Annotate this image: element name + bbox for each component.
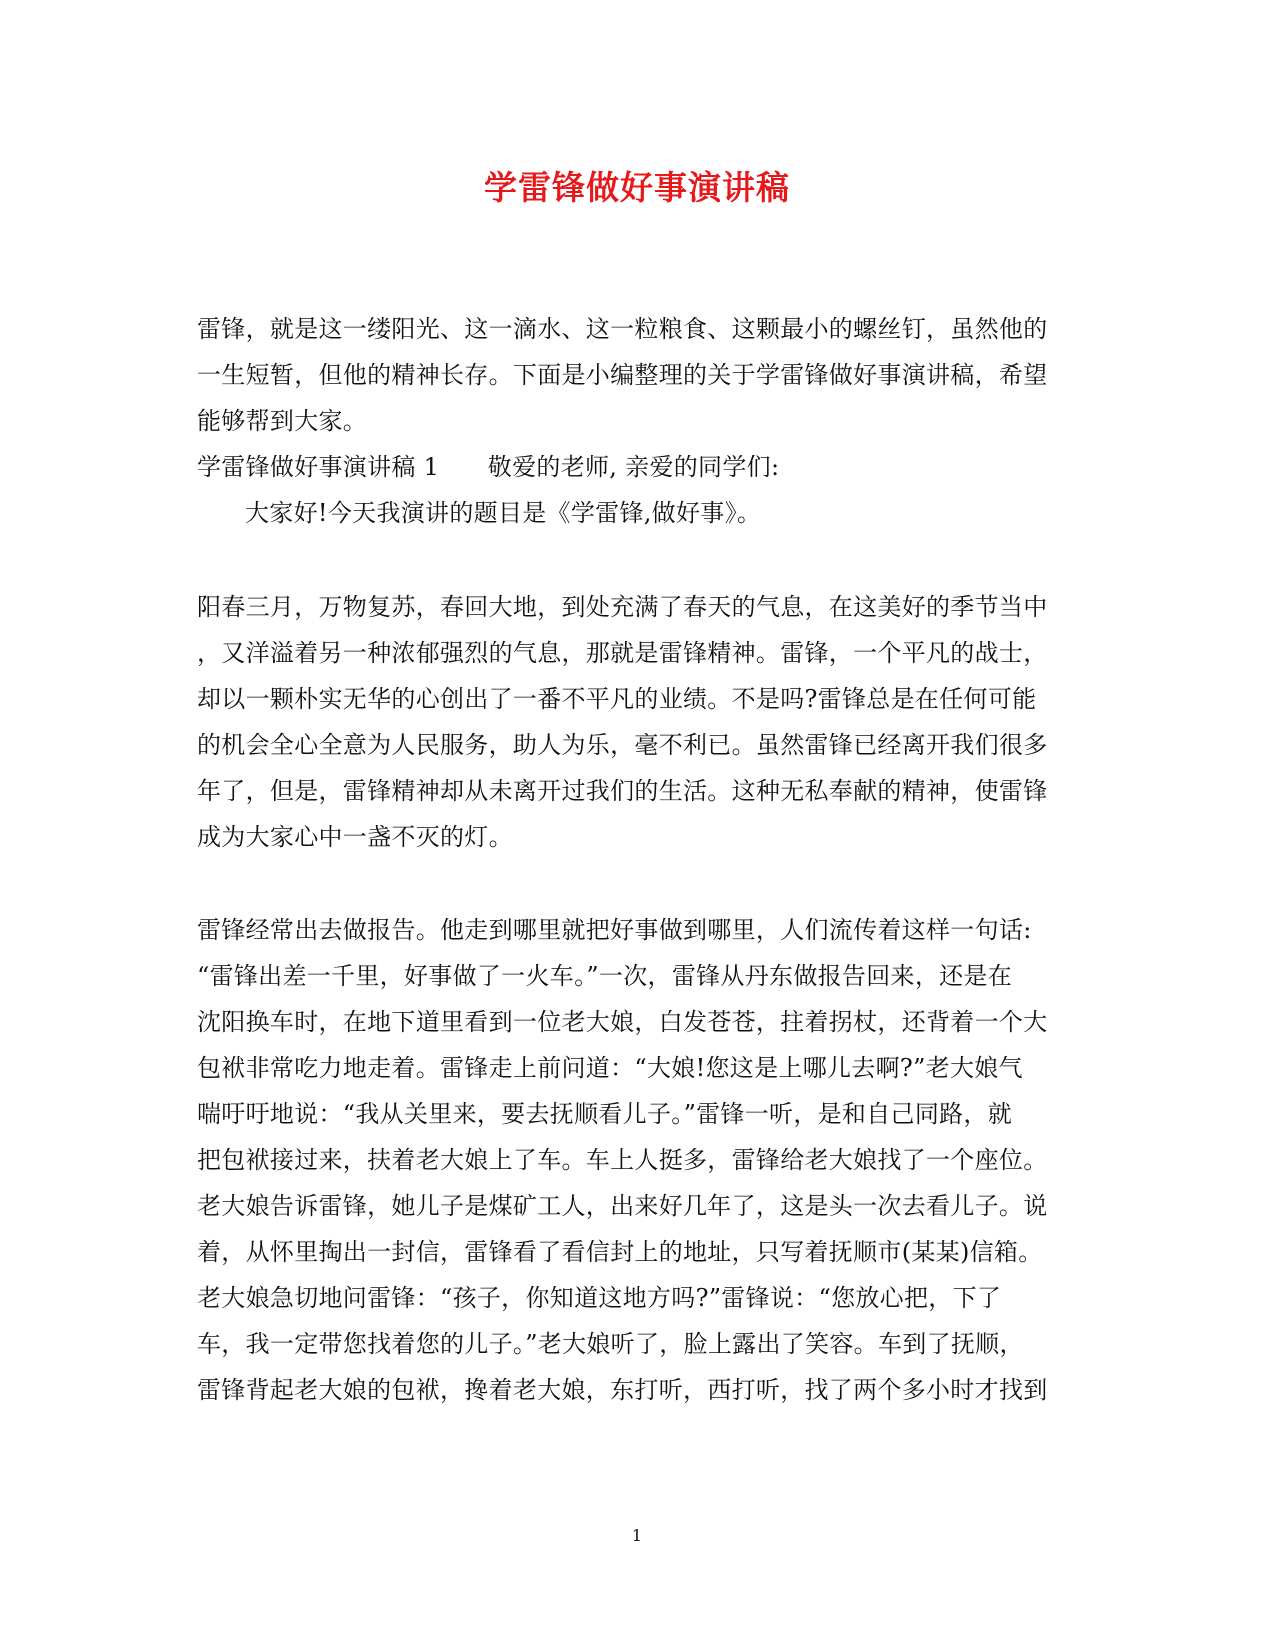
intro-line: 一生短暂，但他的精神长存。下面是小编整理的关于学雷锋做好事演讲稿，希望: [197, 361, 1048, 389]
paragraph-line: 喘吁吁地说：“我从关里来，要去抚顺看儿子。”雷锋一听，是和自己同路，就: [197, 1100, 1013, 1128]
paragraph-line: 老大娘急切地问雷锋：“孩子，你知道这地方吗?”雷锋说：“您放心把，下了: [197, 1284, 1002, 1312]
paragraph-line: 着，从怀里掏出一封信，雷锋看了看信封上的地址，只写着抚顺市(某某)信箱。: [197, 1238, 1043, 1266]
intro-line: 能够帮到大家。: [197, 407, 368, 435]
document-title: 学雷锋做好事演讲稿: [484, 168, 790, 207]
paragraph-line: 阳春三月，万物复苏，春回大地，到处充满了春天的气息，在这美好的季节当中: [197, 593, 1048, 621]
paragraph-line: 老大娘告诉雷锋，她儿子是煤矿工人，出来好几年了，这是头一次去看儿子。说: [197, 1192, 1048, 1220]
paragraph-line: 把包袱接过来，扶着老大娘上了车。车上人挺多，雷锋给老大娘找了一个座位。: [197, 1146, 1048, 1174]
paragraph-line: 雷锋经常出去做报告。他走到哪里就把好事做到哪里，人们流传着这样一句话:: [197, 916, 1032, 944]
paragraph-line: “雷锋出差一千里，好事做了一火车。”一次，雷锋从丹东做报告回来，还是在: [197, 962, 1013, 990]
paragraph-line: 雷锋背起老大娘的包袱，搀着老大娘，东打听，西打听，找了两个多小时才找到: [197, 1376, 1048, 1404]
paragraph-line: 的机会全心全意为人民服务，助人为乐，毫不利已。虽然雷锋已经离开我们很多: [197, 731, 1048, 759]
page-number: 1: [631, 1526, 643, 1545]
paragraph-line: 年了，但是，雷锋精神却从未离开过我们的生活。这种无私奉献的精神，使雷锋: [197, 777, 1048, 805]
paragraph-line: 成为大家心中一盏不灭的灯。: [197, 823, 513, 851]
paragraph-line: 却以一颗朴实无华的心创出了一番不平凡的业绩。不是吗?雷锋总是在任何可能: [197, 685, 1037, 713]
paragraph-line: 车，我一定带您找着您的儿子。”老大娘听了，脸上露出了笑容。车到了抚顺，: [197, 1330, 1024, 1358]
paragraph-line: 包袱非常吃力地走着。雷锋走上前问道：“大娘!您这是上哪儿去啊?”老大娘气: [197, 1054, 1023, 1082]
intro-line: 雷锋，就是这一缕阳光、这一滴水、这一粒粮食、这颗最小的螺丝钉，虽然他的: [197, 315, 1048, 343]
greeting-line: 大家好!今天我演讲的题目是《学雷锋,做好事》。: [245, 499, 762, 527]
paragraph-line: 沈阳换车时，在地下道里看到一位老大娘，白发苍苍，拄着拐杖，还背着一个大: [197, 1008, 1048, 1036]
speech-heading: 学雷锋做好事演讲稿 1 敬爱的老师, 亲爱的同学们:: [197, 453, 780, 481]
paragraph-line: ，又洋溢着另一种浓郁强烈的气息，那就是雷锋精神。雷锋，一个平凡的战士，: [197, 639, 1048, 667]
